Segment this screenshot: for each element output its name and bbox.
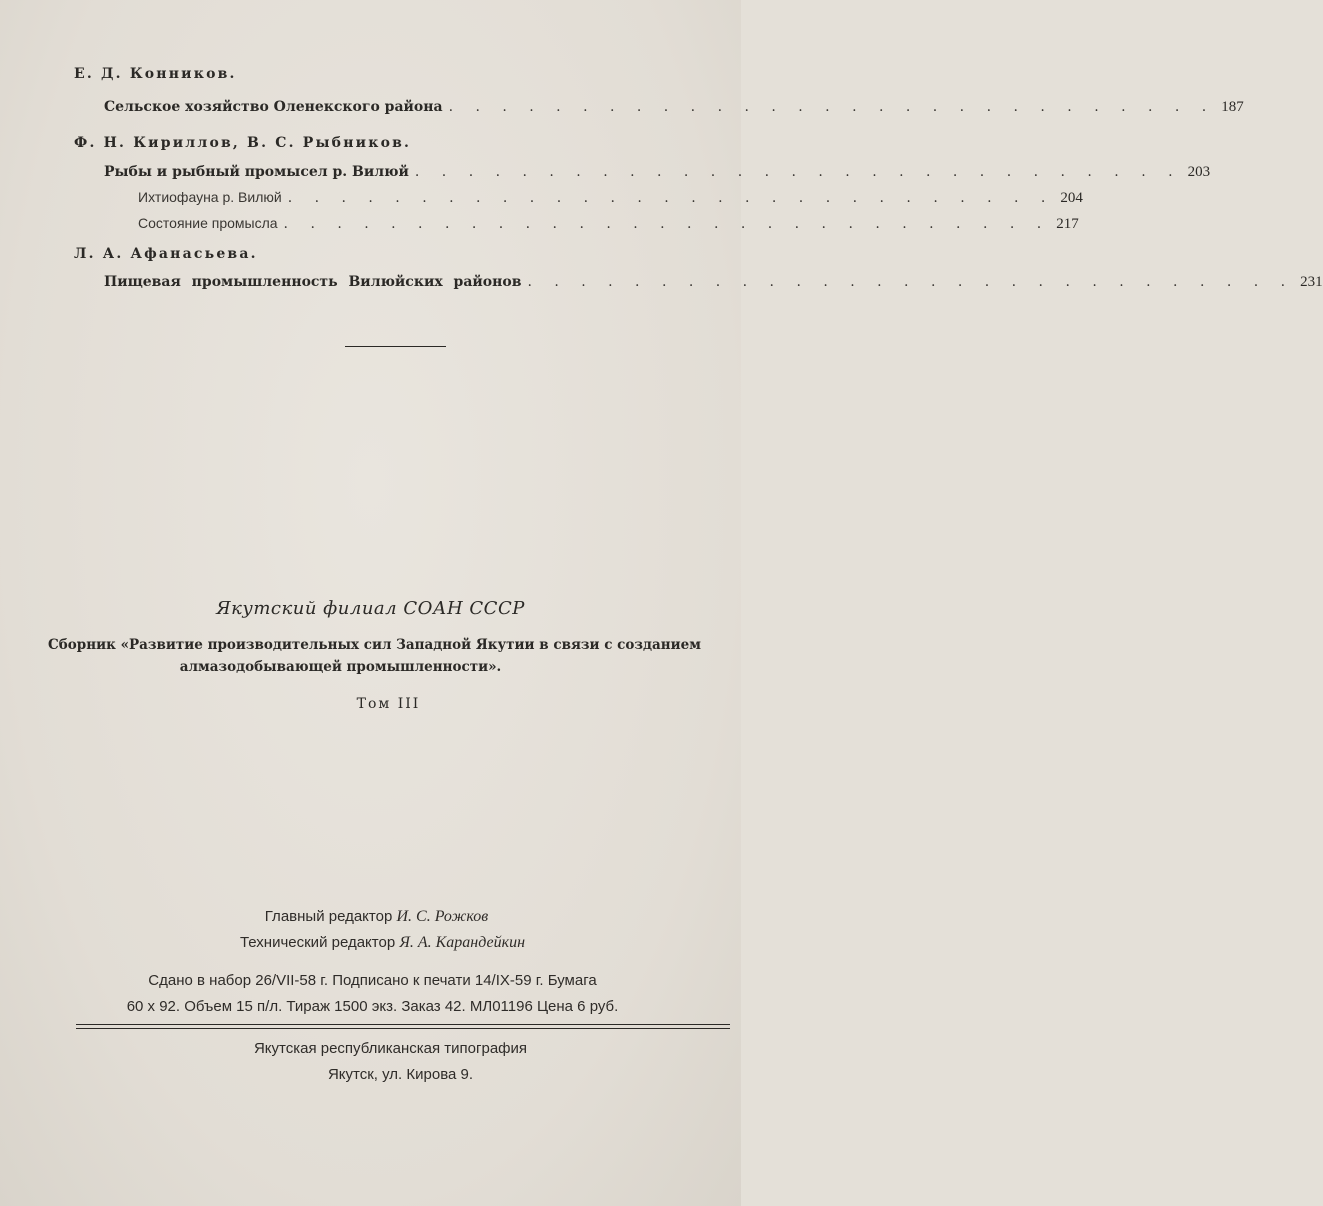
toc-author: Е. Д. Конников.: [74, 66, 237, 82]
toc-divider: [345, 346, 446, 347]
tech-editor-label: Технический редактор: [239, 934, 396, 951]
institution-title: Якутский филиал СОАН СССР: [216, 598, 525, 619]
printer-name: Якутская республиканская типография: [253, 1040, 528, 1057]
toc-entry-page: 204: [1060, 190, 1083, 206]
volume-label: Том III: [356, 696, 421, 712]
toc-entry-title: Рыбы и рыбный промысел р. Вилюй: [104, 164, 409, 180]
collection-title-line2: алмазодобывающей промышленности».: [179, 659, 502, 675]
print-details-line1: Сдано в набор 26/VII-58 г. Подписано к печати 14/IX-59 г. Бумага: [148, 972, 597, 989]
toc-entry-page: 187: [1221, 99, 1244, 115]
toc-leader-dots: . . . . . . . . . . . . . . . . . . . . . . . . . . . . .: [414, 164, 1182, 180]
chief-editor-label: Главный редактор: [264, 908, 393, 925]
toc-entry: [138, 215, 1079, 233]
chief-editor-name: И. С. Рожков: [396, 908, 489, 925]
tech-editor-name: Я. А. Карандейкин: [399, 934, 526, 951]
toc-entry: [104, 274, 1323, 291]
toc-entry-title: Состояние промысла: [138, 215, 278, 231]
toc-entry-page: 203: [1187, 164, 1211, 180]
toc-author: Л. А. Афанасьева.: [74, 246, 258, 262]
toc-entry: [138, 189, 1083, 207]
collection-title-line1: Сборник «Развитие производительных сил Западной Якутии в связи с созданием: [48, 637, 701, 653]
toc-entry-title: Сельское хозяйство Оленекского района: [104, 99, 443, 115]
tech-editor-line: [12, 934, 753, 952]
toc-entry: [104, 164, 1211, 181]
toc-entry: [104, 99, 1244, 116]
toc-entry-title: Пищевая промышленность Вилюйских районов: [104, 274, 522, 290]
colophon-rule-bottom: [76, 1028, 730, 1029]
toc-leader-dots: . . . . . . . . . . . . . . . . . . . . . . . . . . . . .: [448, 99, 1216, 115]
toc-entry-page: 231: [1300, 274, 1323, 290]
toc-leader-dots: . . . . . . . . . . . . . . . . . . . . . . . . . . . . .: [283, 216, 1051, 232]
colophon-rule-top: [76, 1024, 730, 1025]
toc-leader-dots: . . . . . . . . . . . . . . . . . . . . . . . . . . . . .: [287, 190, 1055, 206]
chief-editor-line: [6, 908, 747, 926]
toc-author: Ф. Н. Кириллов, В. С. Рыбников.: [74, 135, 412, 151]
toc-entry-title: Ихтиофауна р. Вилюй: [138, 189, 282, 205]
print-details-line2: 60 х 92. Объем 15 п/л. Тираж 1500 экз. Заказ 42. МЛ01196 Цена 6 руб.: [126, 998, 619, 1015]
printer-address: Якутск, ул. Кирова 9.: [327, 1066, 474, 1083]
toc-entry-page: 217: [1056, 216, 1079, 232]
toc-leader-dots: . . . . . . . . . . . . . . . . . . . . . . . . . . . . .: [527, 274, 1295, 290]
